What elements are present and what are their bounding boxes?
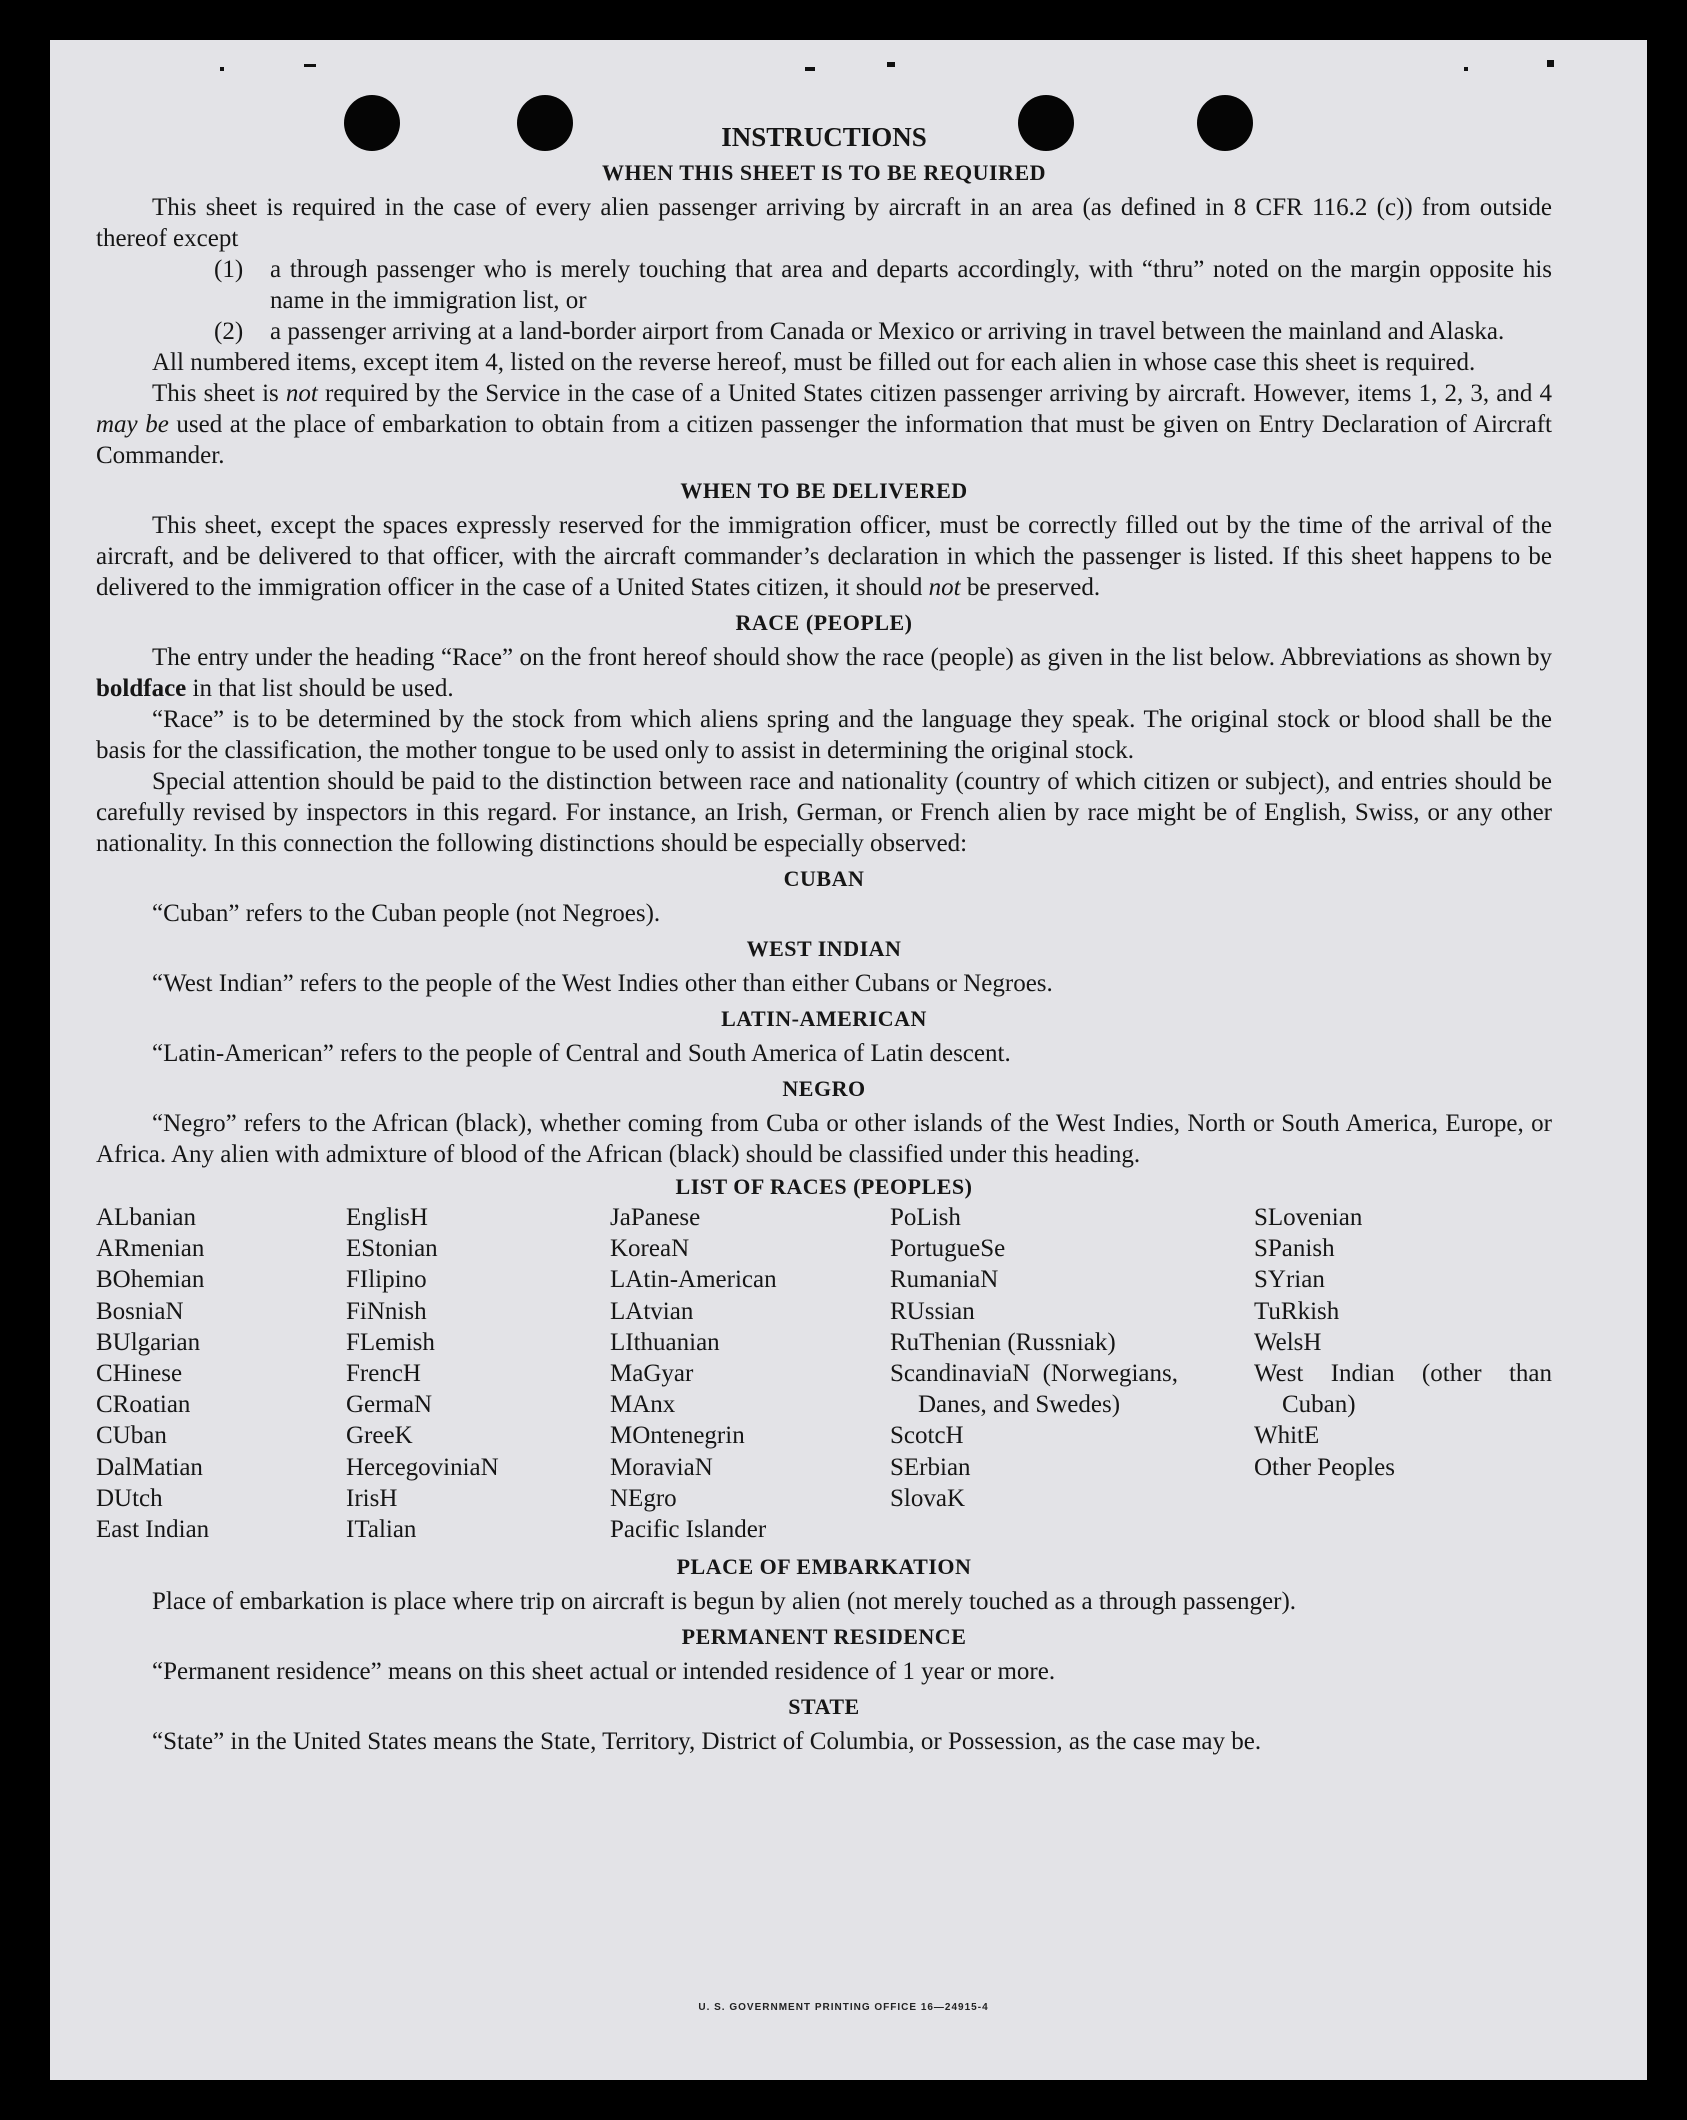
- section-heading-negro: NEGRO: [782, 1076, 866, 1101]
- race-item: SYrian: [1254, 1266, 1325, 1294]
- race-item: MAnx: [610, 1391, 676, 1419]
- paragraph: This sheet is required in the case of every alien passenger arriving by aircraft in an area (as defined in 8 CFR 116.2 (c)) from outside thereof except: [96, 194, 1552, 252]
- race-item: WelsH: [1254, 1328, 1322, 1356]
- paragraph: “Negro” refers to the African (black), whether coming from Cuba or other islands of the West Indies, North or South America, Europe, or Africa. Any alien with admixture of blood of the African (black) should be classified under this heading.: [96, 1110, 1552, 1168]
- race-item: GermaN: [346, 1391, 433, 1419]
- document-title: INSTRUCTIONS: [721, 122, 927, 152]
- text-run: used at the place of embarkation to obtain from a citizen passenger the information that must be given on Entry Declaration of Aircraft Commander.: [96, 411, 1553, 469]
- race-item: SLovenian: [1254, 1204, 1363, 1231]
- races-column: [1254, 1202, 1552, 1483]
- paragraph: “Permanent residence” means on this sheet actual or intended residence of 1 year or more.: [152, 1658, 1056, 1685]
- document-body: [96, 82, 1552, 1757]
- race-item: MOntenegrin: [610, 1422, 745, 1450]
- races-column: [96, 1202, 209, 1545]
- paragraph: [96, 510, 1552, 603]
- race-item: MoraviaN: [610, 1453, 713, 1481]
- section-heading-list-of-races: LIST OF RACES (PEOPLES): [675, 1174, 973, 1199]
- race-item: LAtin-American: [610, 1266, 777, 1294]
- race-item: FiNnish: [346, 1297, 427, 1325]
- text-run-italic: may be: [96, 411, 169, 438]
- section-heading-cuban: CUBAN: [783, 866, 865, 891]
- item-text: a passenger arriving at a land-border airport from Canada or Mexico or arriving in travel between the mainland and Alaska.: [270, 318, 1505, 345]
- paragraph: Place of embarkation is place where trip on aircraft is begun by alien (not merely touched as a through passenger).: [152, 1588, 1297, 1615]
- item-number: (2): [214, 318, 244, 345]
- text-run: This sheet, except the spaces expressly reserved for the immigration officer, must be correctly filled out by the time of the arrival of the aircraft, and be delivered to that officer, with the aircraft commander’s declaration in which the passenger is listed. If this sheet happens to be delivered to the immigration officer in the case of a United States citizen, it should: [96, 512, 1552, 601]
- race-item: East Indian: [96, 1516, 210, 1544]
- race-item: PoLish: [890, 1204, 961, 1231]
- speck: [805, 67, 815, 71]
- paragraph: [96, 378, 1552, 471]
- race-item: EStonian: [346, 1235, 438, 1263]
- text-run-italic: not: [285, 380, 318, 407]
- race-item: BOhemian: [96, 1266, 205, 1294]
- section-heading-state: STATE: [788, 1694, 860, 1719]
- item-text: a through passenger who is merely touching that area and departs accordingly, with “thru” noted on the margin opposite his name in the immigration list, or: [270, 256, 1552, 314]
- race-item: ITalian: [346, 1516, 417, 1544]
- race-item: PortugueSe: [890, 1235, 1006, 1263]
- race-item: Pacific Islander: [610, 1516, 767, 1544]
- text-run: The entry under the heading “Race” on the front hereof should show the race (people) as given in the list below. Abbreviations as shown by: [152, 644, 1552, 671]
- races-list: [96, 1202, 1552, 1547]
- paragraph: All numbered items, except item 4, listed on the reverse hereof, must be filled out for each alien in whose case this sheet is required.: [152, 349, 1476, 376]
- paragraph: Special attention should be paid to the distinction between race and nationality (country of which citizen or subject), and entries should be carefully revised by inspectors in this regard. For instance, an Irish, German, or French alien by race might be of English, Swiss, or any other nationality. In this connection the following distinctions should be especially observed:: [96, 768, 1552, 857]
- race-item: RUssian: [890, 1297, 975, 1325]
- section-heading-permanent-residence: PERMANENT RESIDENCE: [681, 1624, 967, 1649]
- speck: [1547, 60, 1554, 67]
- race-item: WhitE: [1254, 1422, 1320, 1450]
- paragraph: “Cuban” refers to the Cuban people (not Negroes).: [152, 900, 661, 927]
- race-item: SlovaK: [890, 1484, 965, 1512]
- race-item: IrisH: [346, 1484, 398, 1512]
- section-heading-race: RACE (PEOPLE): [735, 610, 913, 635]
- race-item: JaPanese: [610, 1204, 701, 1231]
- section-heading-latin-american: LATIN-AMERICAN: [721, 1006, 927, 1031]
- paragraph: “Race” is to be determined by the stock from which aliens spring and the language they speak. The original stock or blood shall be the basis for the classification, the mother tongue to be used only to assist in determining the original stock.: [96, 706, 1552, 764]
- speck: [887, 62, 895, 67]
- race-item: MaGyar: [610, 1360, 694, 1388]
- race-item: LIthuanian: [610, 1328, 720, 1356]
- race-item: FrencH: [346, 1360, 421, 1388]
- text-run: This sheet is: [152, 380, 286, 407]
- race-item: SErbian: [890, 1453, 971, 1481]
- list-item: [96, 316, 1552, 347]
- race-item: ScandinaviaN (Norwegians, Danes, and Swedes): [890, 1360, 1178, 1419]
- race-item: CUban: [96, 1422, 167, 1450]
- race-item: EnglisH: [346, 1204, 428, 1231]
- paragraph: “State” in the United States means the State, Territory, District of Columbia, or Possession, as the case may be.: [152, 1728, 1262, 1755]
- race-item: FIlipino: [346, 1266, 427, 1294]
- race-item: ARmenian: [96, 1235, 205, 1263]
- race-item: GreeK: [346, 1422, 413, 1450]
- speck: [1464, 67, 1468, 71]
- paragraph: “Latin-American” refers to the people of Central and South America of Latin descent.: [152, 1040, 1011, 1067]
- paragraph: [96, 642, 1552, 704]
- section-heading-west-indian: WEST INDIAN: [746, 936, 902, 961]
- text-run: required by the Service in the case of a United States citizen passenger arriving by aircraft. However, items 1, 2, 3, and 4: [317, 380, 1552, 407]
- race-item: HercegoviniaN: [346, 1453, 499, 1481]
- race-item: TuRkish: [1254, 1297, 1340, 1325]
- race-item: RumaniaN: [890, 1266, 999, 1294]
- text-run-italic: not: [928, 574, 961, 601]
- section-heading-when-delivered: WHEN TO BE DELIVERED: [680, 478, 968, 503]
- section-heading-when-required: WHEN THIS SHEET IS TO BE REQUIRED: [601, 160, 1047, 185]
- race-item: BUlgarian: [96, 1328, 201, 1356]
- race-item: LAtvian: [610, 1297, 694, 1325]
- text-run: in that list should be used.: [186, 675, 454, 702]
- race-item: RuThenian (Russniak): [890, 1328, 1116, 1356]
- race-item: CHinese: [96, 1360, 183, 1388]
- race-item: SPanish: [1254, 1235, 1335, 1263]
- race-item: DUtch: [96, 1484, 163, 1512]
- race-item: NEgro: [610, 1484, 677, 1512]
- printer-imprint: U. S. GOVERNMENT PRINTING OFFICE 16—24915-4: [698, 2002, 989, 2013]
- race-item: ScotcH: [890, 1422, 964, 1450]
- list-item: [96, 254, 1552, 316]
- race-item: DalMatian: [96, 1453, 203, 1481]
- race-item: BosniaN: [96, 1297, 184, 1325]
- races-column: [346, 1202, 499, 1545]
- race-item: CRoatian: [96, 1391, 191, 1419]
- races-column: [890, 1202, 1178, 1514]
- section-heading-place-of-embarkation: PLACE OF EMBARKATION: [676, 1554, 972, 1579]
- race-item: West Indian (other than Cuban): [1254, 1360, 1552, 1419]
- race-item: Other Peoples: [1254, 1453, 1395, 1481]
- text-run-bold: boldface: [96, 675, 187, 702]
- race-item: FLemish: [346, 1328, 435, 1356]
- race-item: ALbanian: [96, 1204, 196, 1231]
- races-column: [610, 1202, 777, 1545]
- item-number: (1): [214, 256, 244, 283]
- speck: [304, 64, 316, 67]
- speck: [220, 67, 224, 71]
- race-item: KoreaN: [610, 1235, 690, 1263]
- paragraph: “West Indian” refers to the people of the West Indies other than either Cubans or Negroes.: [152, 970, 1053, 997]
- text-run: be preserved.: [960, 574, 1101, 601]
